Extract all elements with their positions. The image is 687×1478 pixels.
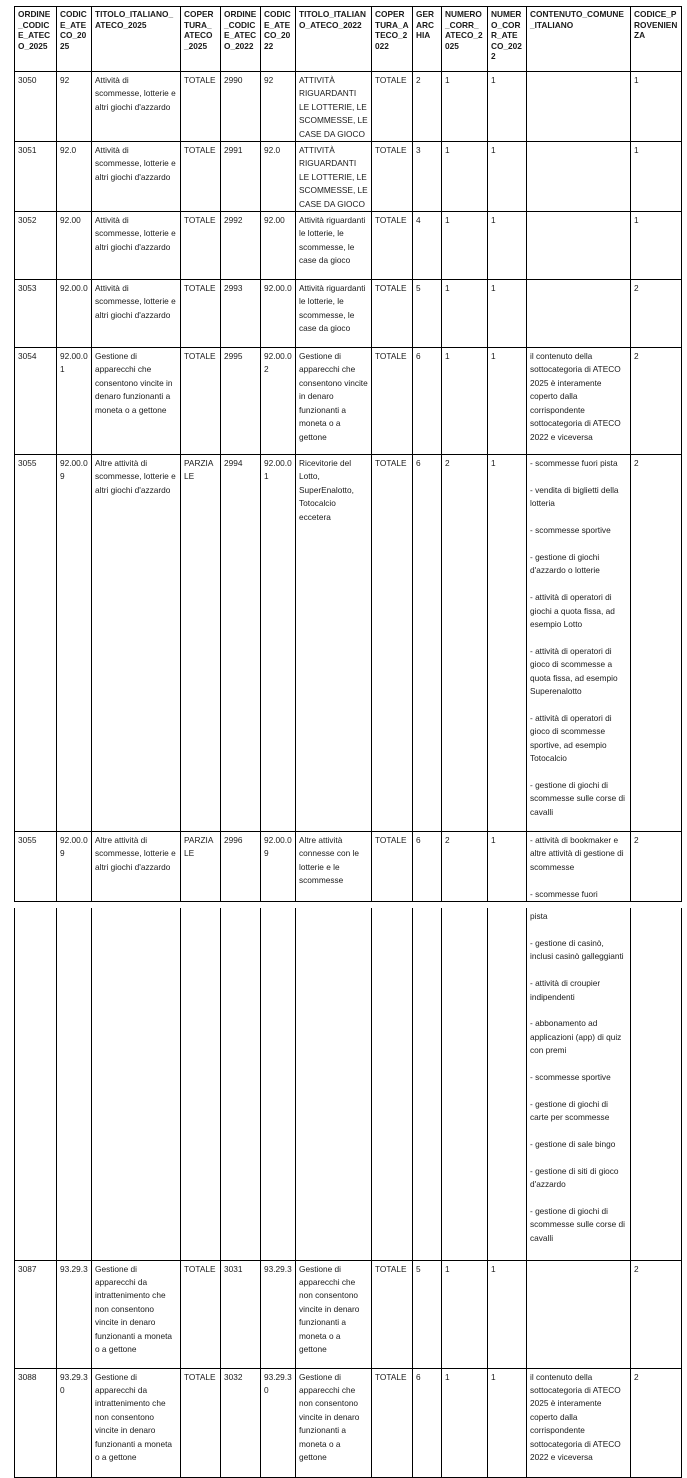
table-cell: 92.00.0: [57, 280, 92, 348]
table-cell: 2995: [221, 348, 261, 455]
table-cell: 2992: [221, 212, 261, 280]
table-cell: 2996: [221, 832, 261, 902]
table-cell: il contenuto della sottocategoria di ATECO 2025 è interamente coperto dalla corrispondente sottocategoria di ATECO 2022 e viceversa: [527, 348, 631, 455]
table-cell: 3053: [15, 280, 57, 348]
table-cell: 3051: [15, 142, 57, 212]
table-cell: Attività di scommesse, lotterie e altri giochi d'azzardo: [92, 212, 181, 280]
table-cell: TOTALE: [181, 72, 221, 142]
table-cell: [413, 908, 442, 1260]
table-cell: 92.00.09: [57, 832, 92, 902]
table-cell: Altre attività di scommesse, lotterie e altri giochi d'azzardo: [92, 832, 181, 902]
header-cell: ORDINE_CODICE_ATECO_2025: [15, 7, 57, 72]
header-cell: CODICE_PROVENIENZA: [631, 7, 682, 72]
table-cell: 6: [413, 348, 442, 455]
table-cell: 6: [413, 455, 442, 832]
table-cell: TOTALE: [181, 348, 221, 455]
table-row: [15, 455, 682, 832]
table-row: [15, 142, 682, 212]
table-cell: Attività di scommesse, lotterie e altri giochi d'azzardo: [92, 280, 181, 348]
table-cell: 1: [442, 348, 488, 455]
table-cell: [442, 908, 488, 1260]
table-cell: 2991: [221, 142, 261, 212]
table-cell: 2: [631, 1368, 682, 1477]
table-cell: 3088: [15, 1368, 57, 1477]
table-cell: 3055: [15, 832, 57, 902]
table-cell: 1: [442, 1260, 488, 1368]
table-cell: 2: [631, 348, 682, 455]
table-cell: 93.29.3: [261, 1260, 296, 1368]
table-cell: 3055: [15, 455, 57, 832]
table-cell: 2: [631, 280, 682, 348]
table-cell: [92, 908, 181, 1260]
table-cell: [181, 908, 221, 1260]
table-cell: Attività di scommesse, lotterie e altri giochi d'azzardo: [92, 142, 181, 212]
table-cell: TOTALE: [372, 832, 413, 902]
table-row: [15, 212, 682, 280]
table-cell: 3054: [15, 348, 57, 455]
table-cell: 5: [413, 280, 442, 348]
table-cell: TOTALE: [372, 72, 413, 142]
table-cell: 2: [631, 832, 682, 902]
table-cell: PARZIALE: [181, 832, 221, 902]
table-cell: TOTALE: [181, 1260, 221, 1368]
header-cell: GERARCHIA: [413, 7, 442, 72]
table-cell: 1: [488, 832, 527, 902]
table-cell: [296, 908, 372, 1260]
table-cell: TOTALE: [372, 212, 413, 280]
table-cell: 1: [631, 142, 682, 212]
table-cell: 1: [442, 142, 488, 212]
table-row: [15, 72, 682, 142]
table-cell: Ricevitorie del Lotto, SuperEnalotto, Totocalcio eccetera: [296, 455, 372, 832]
table-cell: 92: [261, 72, 296, 142]
table-cell: 1: [442, 280, 488, 348]
table-cell: Gestione di apparecchi da intrattenimento che non consentono vincite in denaro funzionanti a moneta o a gettone: [92, 1368, 181, 1477]
header-cell: ORDINE_CODICE_ATECO_2022: [221, 7, 261, 72]
table-cell: [15, 908, 57, 1260]
table-cell: 1: [488, 142, 527, 212]
table-cell: 92.00.09: [57, 455, 92, 832]
table-cell: 3: [413, 142, 442, 212]
table-cell: 2: [413, 72, 442, 142]
table-cell: [527, 142, 631, 212]
table-cell: 3031: [221, 1260, 261, 1368]
header-cell: TITOLO_ITALIANO_ATECO_2022: [296, 7, 372, 72]
table-cell: 1: [488, 1368, 527, 1477]
table-cell: 1: [488, 72, 527, 142]
header-cell: CODICE_ATECO_2025: [57, 7, 92, 72]
table-cell: [221, 908, 261, 1260]
table-cell: 93.29.30: [57, 1368, 92, 1477]
table-cell: TOTALE: [372, 1368, 413, 1477]
table-cell: 4: [413, 212, 442, 280]
table-cell: [527, 280, 631, 348]
table-cell: 2990: [221, 72, 261, 142]
table-cell: 92: [57, 72, 92, 142]
table-cell: 1: [631, 72, 682, 142]
table-cell: - scommesse fuori pista - vendita di biglietti della lotteria - scommesse sportive - gestione di giochi d'azzardo o lotterie - attività di operatori di giochi a quota fissa, ad esempio Lotto - attività di operatori di gioco di scommesse a quota fissa, ad esempio Superenalotto - attività di operatori di gioco di scommesse sportive, ad esempio Totocalcio - gestione di giochi di scommesse sulle corse di cavalli: [527, 455, 631, 832]
header-cell: CODICE_ATECO_2022: [261, 7, 296, 72]
correspondence-table: [14, 6, 682, 1478]
table-cell: Attività riguardanti le lotterie, le scommesse, le case da gioco: [296, 212, 372, 280]
table-cell: TOTALE: [372, 142, 413, 212]
table-cell: 1: [488, 212, 527, 280]
table-cell: 92.00.02: [261, 348, 296, 455]
table-cell: TOTALE: [372, 1260, 413, 1368]
table-cell: [261, 908, 296, 1260]
table-cell: 1: [442, 212, 488, 280]
table-row: [15, 832, 682, 902]
header-cell: NUMERO_CORR_ATECO_2022: [488, 7, 527, 72]
table-cell: il contenuto della sottocategoria di ATECO 2025 è interamente coperto dalla corrispondente sottocategoria di ATECO 2022 e viceversa: [527, 1368, 631, 1477]
table-cell: 1: [488, 455, 527, 832]
table-row: [15, 348, 682, 455]
table-row: [15, 1260, 682, 1368]
table-cell: 6: [413, 832, 442, 902]
table-cell: TOTALE: [181, 212, 221, 280]
header-cell: NUMERO_CORR_ATECO_2025: [442, 7, 488, 72]
table-cell: Gestione di apparecchi che non consentono vincite in denaro funzionanti a moneta o a gettone: [296, 1260, 372, 1368]
table-cell: Attività di scommesse, lotterie e altri giochi d'azzardo: [92, 72, 181, 142]
table-cell: [631, 908, 682, 1260]
table-cell: Altre attività connesse con le lotterie e le scommesse: [296, 832, 372, 902]
table-cell: 3050: [15, 72, 57, 142]
table-cell: Gestione di apparecchi che consentono vincite in denaro funzionanti a moneta o a gettone: [92, 348, 181, 455]
table-cell: 92.00.0: [261, 280, 296, 348]
table-cell: 1: [442, 1368, 488, 1477]
table-cell: Gestione di apparecchi da intrattenimento che non consentono vincite in denaro funzionanti a moneta o a gettone: [92, 1260, 181, 1368]
table-cell: 92.00: [261, 212, 296, 280]
table-row: [15, 1368, 682, 1477]
table-cell: [57, 908, 92, 1260]
table-cell: [527, 72, 631, 142]
header-cell: CONTENUTO_COMUNE_ITALIANO: [527, 7, 631, 72]
table-cell: ATTIVITÀ RIGUARDANTI LE LOTTERIE, LE SCOMMESSE, LE CASE DA GIOCO: [296, 72, 372, 142]
table-row: [15, 908, 682, 1260]
table-cell: pista - gestione di casinò, inclusi casinò galleggianti - attività di croupier indipendenti - abbonamento ad applicazioni (app) di quiz con premi - scommesse sportive - gestione di giochi di carte per scommesse - gestione di sale bingo - gestione di siti di gioco d'azzardo - gestione di giochi di scommesse sulle corse di cavalli: [527, 908, 631, 1260]
table-cell: 92.0: [57, 142, 92, 212]
table-cell: 2: [631, 1260, 682, 1368]
table-cell: TOTALE: [181, 1368, 221, 1477]
table-cell: Altre attività di scommesse, lotterie e altri giochi d'azzardo: [92, 455, 181, 832]
table-cell: TOTALE: [181, 142, 221, 212]
table-cell: TOTALE: [372, 280, 413, 348]
table-cell: - attività di bookmaker e altre attività di gestione di scommesse - scommesse fuori: [527, 832, 631, 902]
table-cell: 2: [631, 455, 682, 832]
table-cell: 1: [488, 1260, 527, 1368]
table-cell: 1: [488, 280, 527, 348]
table-cell: 92.00.01: [57, 348, 92, 455]
table-cell: 93.29.3: [57, 1260, 92, 1368]
table-cell: 1: [442, 72, 488, 142]
table-cell: 3032: [221, 1368, 261, 1477]
table-cell: [527, 212, 631, 280]
table-cell: 1: [488, 348, 527, 455]
table-cell: 2: [442, 832, 488, 902]
table-cell: Gestione di apparecchi che non consentono vincite in denaro funzionanti a moneta o a gettone: [296, 1368, 372, 1477]
table-cell: TOTALE: [181, 280, 221, 348]
table-cell: 3052: [15, 212, 57, 280]
table-cell: 92.0: [261, 142, 296, 212]
table-cell: 2994: [221, 455, 261, 832]
table-cell: Gestione di apparecchi che consentono vincite in denaro funzionanti a moneta o a gettone: [296, 348, 372, 455]
table-cell: 1: [631, 212, 682, 280]
table-cell: 92.00.01: [261, 455, 296, 832]
table-cell: TOTALE: [372, 348, 413, 455]
table-cell: 92.00: [57, 212, 92, 280]
header-cell: TITOLO_ITALIANO_ATECO_2025: [92, 7, 181, 72]
table-cell: 6: [413, 1368, 442, 1477]
table-cell: 92.00.09: [261, 832, 296, 902]
table-cell: 93.29.30: [261, 1368, 296, 1477]
table-cell: [372, 908, 413, 1260]
header-row: [15, 7, 682, 72]
table-cell: 2: [442, 455, 488, 832]
header-cell: COPERTURA_ATECO_2025: [181, 7, 221, 72]
table-cell: 5: [413, 1260, 442, 1368]
table-cell: PARZIALE: [181, 455, 221, 832]
table-cell: 2993: [221, 280, 261, 348]
table-cell: ATTIVITÀ RIGUARDANTI LE LOTTERIE, LE SCOMMESSE, LE CASE DA GIOCO: [296, 142, 372, 212]
table-row: [15, 280, 682, 348]
header-cell: COPERTURA_ATECO_2022: [372, 7, 413, 72]
table-cell: TOTALE: [372, 455, 413, 832]
table-cell: 3087: [15, 1260, 57, 1368]
table-cell: [488, 908, 527, 1260]
table-cell: Attività riguardanti le lotterie, le scommesse, le case da gioco: [296, 280, 372, 348]
table-cell: [527, 1260, 631, 1368]
